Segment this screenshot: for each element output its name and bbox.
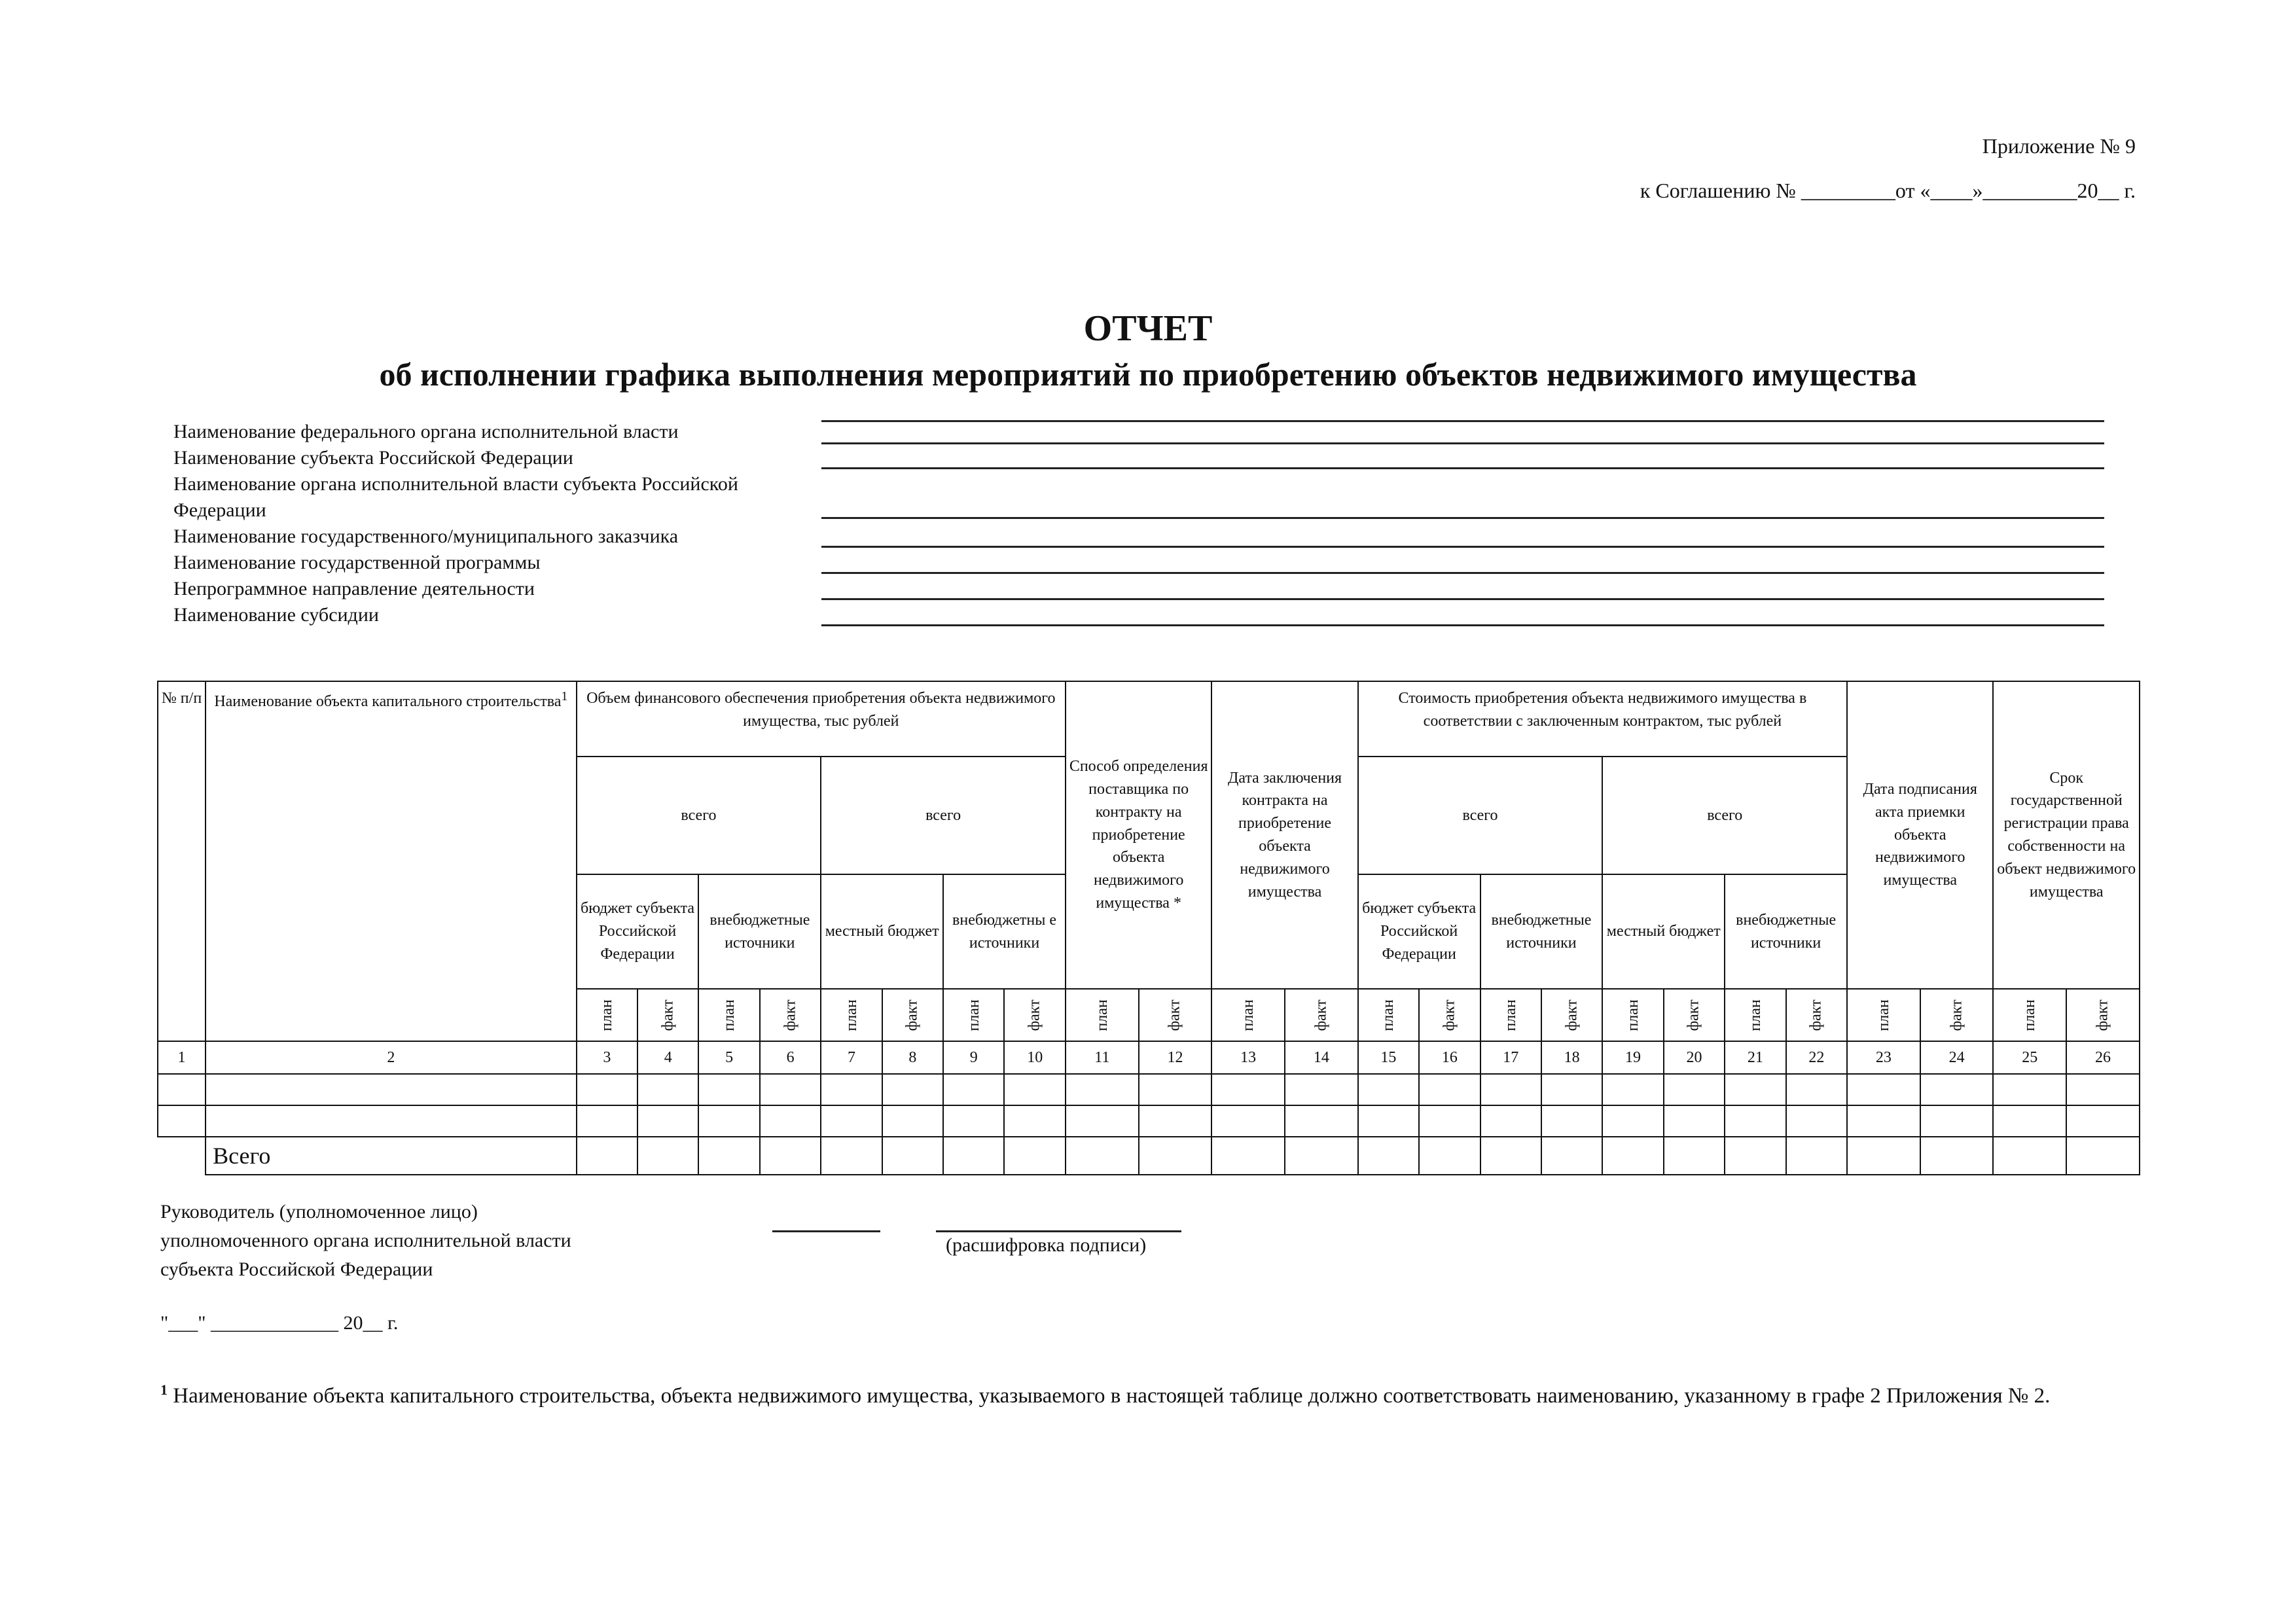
field-label: Наименование федерального органа исполнительной власти xyxy=(173,421,679,442)
signature-block xyxy=(160,1198,571,1284)
table-cell[interactable] xyxy=(2066,1105,2140,1137)
table-cell[interactable] xyxy=(1664,1105,1725,1137)
col-header-fact: факт xyxy=(1419,989,1480,1041)
total-cell[interactable] xyxy=(1211,1137,1285,1175)
total-cell[interactable] xyxy=(1004,1137,1066,1175)
total-cell[interactable] xyxy=(1066,1137,1139,1175)
col-header-plan: план xyxy=(1066,989,1139,1041)
col-header-plan: план xyxy=(821,989,882,1041)
signature-title-line: субъекта Российской Федерации xyxy=(160,1258,433,1280)
col-header-plan: план xyxy=(1211,989,1285,1041)
signature-decoding-line[interactable] xyxy=(936,1230,1181,1232)
col-header-regional-budget: бюджет субъекта Российской Федерации xyxy=(1358,874,1480,989)
column-number-cell: 11 xyxy=(1066,1041,1139,1074)
total-cell[interactable] xyxy=(821,1137,882,1175)
field-blank-line[interactable] xyxy=(821,572,2104,574)
col-header-fact: факт xyxy=(1786,989,1848,1041)
table-cell[interactable] xyxy=(1920,1105,1994,1137)
total-cell[interactable] xyxy=(1725,1137,1785,1175)
total-cell[interactable] xyxy=(1786,1137,1848,1175)
field-program xyxy=(173,550,2111,576)
table-cell[interactable] xyxy=(1725,1105,1785,1137)
table-cell[interactable] xyxy=(1847,1105,1920,1137)
total-cell[interactable] xyxy=(1993,1137,2066,1175)
column-number-cell: 15 xyxy=(1358,1041,1419,1074)
column-number-cell: 12 xyxy=(1139,1041,1212,1074)
signature-title-line: уполномоченного органа исполнительной власти xyxy=(160,1230,571,1251)
table-cell[interactable] xyxy=(1285,1105,1358,1137)
total-cell[interactable] xyxy=(1139,1137,1212,1175)
total-cell[interactable] xyxy=(637,1137,698,1175)
total-cell[interactable] xyxy=(1419,1137,1480,1175)
total-cell[interactable] xyxy=(1664,1137,1725,1175)
total-cell[interactable] xyxy=(577,1137,637,1175)
col-header-contract-date: Дата заключения контракта на приобретение объекта недвижимого имущества xyxy=(1211,681,1357,989)
table-cell[interactable] xyxy=(1664,1074,1725,1105)
table-cell[interactable] xyxy=(1920,1074,1994,1105)
col-header-fact: факт xyxy=(2066,989,2140,1041)
field-blank-line[interactable] xyxy=(821,624,2104,626)
column-number-cell: 21 xyxy=(1725,1041,1785,1074)
total-cell[interactable] xyxy=(1358,1137,1419,1175)
col-group-cost: Стоимость приобретения объекта недвижимого имущества в соответствии с заключенным контрактом, тыс рублей xyxy=(1358,681,1847,757)
field-subject-body xyxy=(173,471,2111,524)
empty-cell xyxy=(158,1137,206,1175)
table-cell[interactable] xyxy=(1419,1105,1480,1137)
col-header-plan: план xyxy=(698,989,759,1041)
footnote-text: Наименование объекта капитального строительства, объекта недвижимого имущества, указываемого в настоящей таблице должно соответствовать наименованию, указанному в графе 2 Приложения № 2. xyxy=(173,1384,2051,1408)
table-cell[interactable] xyxy=(1139,1074,1212,1105)
table-cell[interactable] xyxy=(1786,1105,1848,1137)
col-header-fact: факт xyxy=(637,989,698,1041)
column-number-cell: 17 xyxy=(1480,1041,1541,1074)
total-cell[interactable] xyxy=(1920,1137,1994,1175)
table-cell[interactable] xyxy=(1211,1105,1285,1137)
col-header-offbudget: внебюджетные источники xyxy=(1725,874,1847,989)
table-cell[interactable] xyxy=(760,1105,821,1137)
field-label: Наименование государственного/муниципального заказчика xyxy=(173,526,679,547)
table-cell[interactable] xyxy=(1541,1105,1602,1137)
column-number-cell: 8 xyxy=(882,1041,943,1074)
footnote-mark: 1 xyxy=(561,689,568,704)
field-blank-line[interactable] xyxy=(821,517,2104,519)
table-cell[interactable] xyxy=(821,1105,882,1137)
table-cell[interactable] xyxy=(206,1105,577,1137)
col-header-local-budget: местный бюджет xyxy=(1602,874,1725,989)
table-cell[interactable] xyxy=(1066,1105,1139,1137)
field-blank-line[interactable] xyxy=(821,546,2104,548)
total-cell[interactable] xyxy=(1541,1137,1602,1175)
agreement-reference: к Соглашению № _________от «____»_________20__ г. xyxy=(1640,179,2136,202)
table-cell[interactable] xyxy=(1480,1105,1541,1137)
table-cell[interactable] xyxy=(158,1074,206,1105)
col-header-offbudget: внебюджетные источники xyxy=(698,874,821,989)
table-cell[interactable] xyxy=(943,1074,1004,1105)
field-label: Наименование субсидии xyxy=(173,604,379,626)
footnote xyxy=(160,1374,2124,1412)
table-cell[interactable] xyxy=(1419,1074,1480,1105)
col-header-plan: план xyxy=(943,989,1004,1041)
field-label: Наименование государственной программы xyxy=(173,552,541,573)
total-cell[interactable] xyxy=(760,1137,821,1175)
col-header-plan: план xyxy=(1847,989,1920,1041)
signature-decoding-label: (расшифровка подписи) xyxy=(946,1234,1147,1256)
table-cell[interactable] xyxy=(1285,1074,1358,1105)
table-cell[interactable] xyxy=(1004,1105,1066,1137)
table-cell[interactable] xyxy=(206,1074,577,1105)
column-number-cell: 3 xyxy=(577,1041,637,1074)
table-cell[interactable] xyxy=(698,1105,759,1137)
col-header-plan: план xyxy=(1993,989,2066,1041)
table-cell[interactable] xyxy=(1541,1074,1602,1105)
column-number-cell: 10 xyxy=(1004,1041,1066,1074)
col-header-local-budget: местный бюджет xyxy=(821,874,943,989)
field-federal-body xyxy=(173,419,2111,445)
total-row xyxy=(158,1137,2140,1175)
field-nonprogram xyxy=(173,576,2111,602)
col-header-offbudget: внебюджетные источники xyxy=(1480,874,1603,989)
table-cell[interactable] xyxy=(158,1105,206,1137)
table-row[interactable] xyxy=(158,1074,2140,1105)
column-number-cell: 16 xyxy=(1419,1041,1480,1074)
column-number-cell: 2 xyxy=(206,1041,577,1074)
table-cell[interactable] xyxy=(1211,1074,1285,1105)
col-header-object-name-text: Наименование объекта капитального строительства xyxy=(214,693,562,710)
col-header-fact: факт xyxy=(760,989,821,1041)
column-number-cell: 7 xyxy=(821,1041,882,1074)
table-cell[interactable] xyxy=(1358,1074,1419,1105)
field-label: Непрограммное направление деятельности xyxy=(173,578,535,599)
table-cell[interactable] xyxy=(1358,1105,1419,1137)
total-cell[interactable] xyxy=(882,1137,943,1175)
col-header-regional-budget: бюджет субъекта Российской Федерации xyxy=(577,874,699,989)
col-header-acceptance-date: Дата подписания акта приемки объекта недвижимого имущества xyxy=(1847,681,1993,989)
column-number-cell: 5 xyxy=(698,1041,759,1074)
field-blank-line[interactable] xyxy=(821,598,2104,600)
total-cell[interactable] xyxy=(1480,1137,1541,1175)
total-cell[interactable] xyxy=(1285,1137,1358,1175)
total-cell[interactable] xyxy=(698,1137,759,1175)
column-number-cell: 18 xyxy=(1541,1041,1602,1074)
date-line: "___" _____________ 20__ г. xyxy=(160,1312,399,1334)
footnote-mark: 1 xyxy=(160,1382,168,1398)
report-table xyxy=(157,681,2140,1175)
col-header-fact: факт xyxy=(1664,989,1725,1041)
total-cell[interactable] xyxy=(2066,1137,2140,1175)
table-cell[interactable] xyxy=(1847,1074,1920,1105)
table-cell[interactable] xyxy=(2066,1074,2140,1105)
field-label: Наименование органа исполнительной власти субъекта Российской Федерации xyxy=(173,473,738,521)
column-number-cell: 14 xyxy=(1285,1041,1358,1074)
field-blank-line[interactable] xyxy=(821,420,2104,422)
report-subtitle: об исполнении графика выполнения мероприятий по приобретению объектов недвижимого имущества xyxy=(379,356,1917,393)
col-header-fact: факт xyxy=(1541,989,1602,1041)
column-number-cell: 19 xyxy=(1602,1041,1663,1074)
col-header-total: всего xyxy=(1602,757,1847,874)
table-cell[interactable] xyxy=(637,1105,698,1137)
info-fields xyxy=(173,419,2111,628)
table-cell[interactable] xyxy=(821,1074,882,1105)
table-cell[interactable] xyxy=(1602,1074,1663,1105)
column-number-cell: 24 xyxy=(1920,1041,1994,1074)
col-header-plan: план xyxy=(1480,989,1541,1041)
total-cell[interactable] xyxy=(943,1137,1004,1175)
table-cell[interactable] xyxy=(1993,1105,2066,1137)
total-row-label: Всего xyxy=(206,1137,577,1175)
table-cell[interactable] xyxy=(1066,1074,1139,1105)
col-header-total: всего xyxy=(821,757,1066,874)
col-header-offbudget: внебюджетны е источники xyxy=(943,874,1066,989)
col-header-fact: факт xyxy=(1004,989,1066,1041)
table-cell[interactable] xyxy=(1993,1074,2066,1105)
col-header-supplier-method: Способ определения поставщика по контракту на приобретение объекта недвижимого имущества * xyxy=(1066,681,1211,989)
col-header-total: всего xyxy=(1358,757,1603,874)
table-cell[interactable] xyxy=(1786,1074,1848,1105)
column-number-cell: 6 xyxy=(760,1041,821,1074)
column-number-cell: 4 xyxy=(637,1041,698,1074)
col-header-plan: план xyxy=(1358,989,1419,1041)
column-number-cell: 20 xyxy=(1664,1041,1725,1074)
table-cell[interactable] xyxy=(882,1105,943,1137)
table-cell[interactable] xyxy=(698,1074,759,1105)
field-label: Наименование субъекта Российской Федерации xyxy=(173,447,573,469)
table-cell[interactable] xyxy=(1139,1105,1212,1137)
column-number-cell: 25 xyxy=(1993,1041,2066,1074)
table-cell[interactable] xyxy=(577,1074,637,1105)
column-number-cell: 23 xyxy=(1847,1041,1920,1074)
field-blank-line[interactable] xyxy=(821,442,2104,444)
column-numbers-row xyxy=(158,1041,2140,1074)
signature-line[interactable] xyxy=(772,1230,880,1232)
col-header-fact: факт xyxy=(1285,989,1358,1041)
table-cell[interactable] xyxy=(1480,1074,1541,1105)
table-cell[interactable] xyxy=(1004,1074,1066,1105)
signature-title-line: Руководитель (уполномоченное лицо) xyxy=(160,1201,478,1222)
column-number-cell: 22 xyxy=(1786,1041,1848,1074)
report-title: ОТЧЕТ xyxy=(1083,308,1213,349)
col-header-registration-term: Срок государственной регистрации права собственности на объект недвижимого имущества xyxy=(1993,681,2140,989)
field-blank-line[interactable] xyxy=(821,467,2104,469)
table-row[interactable] xyxy=(158,1105,2140,1137)
table-cell[interactable] xyxy=(577,1105,637,1137)
field-subject xyxy=(173,445,2111,471)
total-cell[interactable] xyxy=(1847,1137,1920,1175)
col-header-fact: факт xyxy=(1920,989,1994,1041)
table-cell[interactable] xyxy=(943,1105,1004,1137)
column-number-cell: 26 xyxy=(2066,1041,2140,1074)
col-header-plan: план xyxy=(577,989,637,1041)
table-cell[interactable] xyxy=(1725,1074,1785,1105)
appendix-number: Приложение № 9 xyxy=(1982,134,2136,158)
column-number-cell: 9 xyxy=(943,1041,1004,1074)
col-group-finance: Объем финансового обеспечения приобретения объекта недвижимого имущества, тыс рублей xyxy=(577,681,1066,757)
col-header-fact: факт xyxy=(1139,989,1212,1041)
col-header-fact: факт xyxy=(882,989,943,1041)
total-cell[interactable] xyxy=(1602,1137,1663,1175)
table-cell[interactable] xyxy=(637,1074,698,1105)
table-cell[interactable] xyxy=(1602,1105,1663,1137)
table-cell[interactable] xyxy=(760,1074,821,1105)
column-number-cell: 13 xyxy=(1211,1041,1285,1074)
col-header-plan: план xyxy=(1725,989,1785,1041)
table-cell[interactable] xyxy=(882,1074,943,1105)
field-subsidy xyxy=(173,602,2111,628)
col-header-total: всего xyxy=(577,757,821,874)
field-customer xyxy=(173,524,2111,550)
col-header-plan: план xyxy=(1602,989,1663,1041)
col-header-object-name xyxy=(206,681,577,1041)
column-number-cell: 1 xyxy=(158,1041,206,1074)
col-header-number: № п/п xyxy=(158,681,206,1041)
